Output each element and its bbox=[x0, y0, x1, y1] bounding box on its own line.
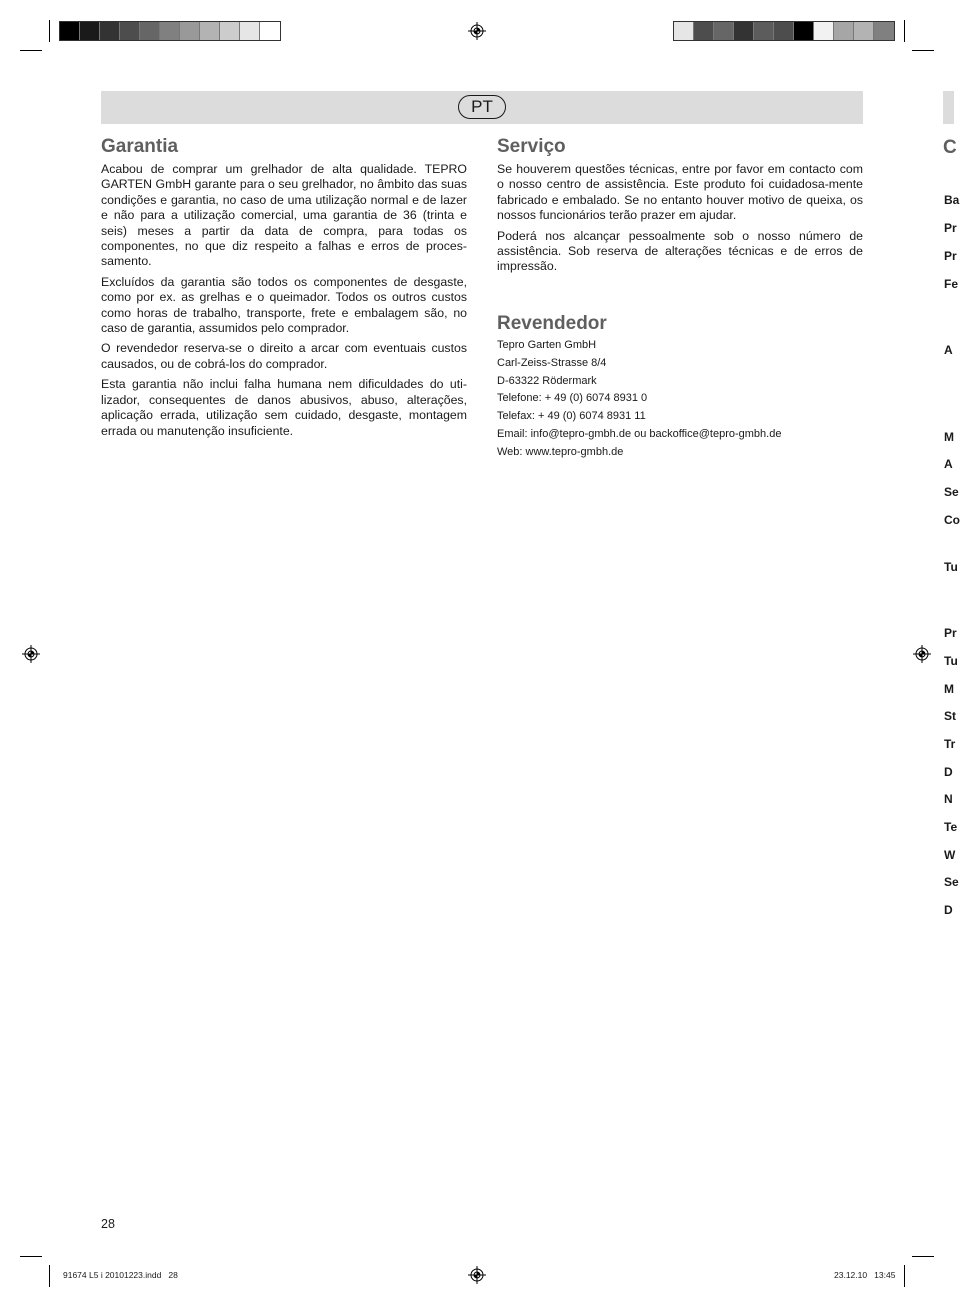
color-swatch bbox=[854, 22, 874, 40]
color-swatch bbox=[734, 22, 754, 40]
next-page-label: A bbox=[944, 457, 953, 471]
crop-mark bbox=[912, 1256, 934, 1257]
next-page-label: Pr bbox=[944, 221, 957, 235]
crop-mark bbox=[904, 1265, 905, 1287]
servico-paragraph: Se houverem questões técnicas, entre por favor em contacto com o nosso centro de assistência. Este produto foi cuidadosa-mente fabricado e embalado. Se no entanto houver motivo de queixa, os nossos funcionários terão prazer em ajudar. bbox=[497, 162, 863, 223]
next-page-band bbox=[943, 91, 954, 124]
garantia-paragraph: O revendedor reserva-se o direito a arcar com eventuais custos causados, ou de cobrá-los do comprador. bbox=[101, 341, 467, 371]
color-swatch bbox=[120, 22, 140, 40]
next-page-label: Se bbox=[944, 875, 959, 889]
color-swatch bbox=[200, 22, 220, 40]
next-page-label: D bbox=[944, 903, 953, 917]
registration-mark-icon bbox=[468, 1266, 486, 1284]
next-page-label: Tu bbox=[944, 654, 958, 668]
garantia-paragraph: Acabou de comprar um grelhador de alta qualidade. TEPRO GARTEN GmbH garante para o seu grelhador, no âmbito das suas condições e garantia, no caso de uma utilização normal e de lazer e não para a utilização comercial, uma garantia de 36 (trinta e seis) meses a partir da data de compra, para todas os componentes, no que diz respeito a falhas e erros de proces-samento. bbox=[101, 162, 467, 269]
next-page-label: Fe bbox=[944, 277, 959, 291]
next-page-label: Te bbox=[944, 820, 958, 834]
language-tab: PT bbox=[458, 95, 506, 119]
color-swatch bbox=[774, 22, 794, 40]
revendedor-heading: Revendedor bbox=[497, 313, 607, 334]
dealer-street: Carl-Zeiss-Strasse 8/4 bbox=[497, 356, 607, 369]
crop-mark bbox=[912, 50, 934, 51]
color-swatch bbox=[60, 22, 80, 40]
next-page-label: Pr bbox=[944, 626, 957, 640]
dealer-web: Web: www.tepro-gmbh.de bbox=[497, 445, 624, 458]
dealer-city: D-63322 Rödermark bbox=[497, 374, 597, 387]
next-page-label: Ba bbox=[944, 193, 960, 207]
next-page-label: Tu bbox=[944, 560, 958, 574]
revendedor-address bbox=[497, 337, 781, 462]
color-swatch bbox=[140, 22, 160, 40]
servico-body bbox=[497, 162, 863, 280]
servico-paragraph: Poderá nos alcançar pessoalmente sob o nosso número de assistência. Sob reserva de alterações técnicas e de erros de impressão. bbox=[497, 228, 863, 274]
next-page-label: St bbox=[944, 709, 956, 723]
color-swatch bbox=[834, 22, 854, 40]
next-page-label: Co bbox=[944, 513, 960, 527]
next-page-label: M bbox=[944, 430, 954, 444]
color-swatch bbox=[674, 22, 694, 40]
footer-file-info: 91674 L5 i 20101223.indd 28 bbox=[63, 1270, 178, 1280]
crop-mark bbox=[20, 1256, 42, 1257]
registration-mark-icon bbox=[913, 645, 931, 663]
registration-mark-icon bbox=[22, 645, 40, 663]
crop-mark bbox=[20, 50, 42, 51]
next-page-label: A bbox=[944, 343, 953, 357]
registration-mark-icon bbox=[468, 22, 486, 40]
next-page-label: M bbox=[944, 682, 954, 696]
footer-date-info: 23.12.10 13:45 bbox=[834, 1270, 896, 1280]
crop-mark bbox=[49, 1265, 50, 1287]
garantia-paragraph: Esta garantia não inclui falha humana nem dificuldades do uti-lizador, consequentes de danos abusivos, abuso, alterações, aplicação errada, utilização sem cuidado, desgaste, montagem errada ou manutenção insuficiente. bbox=[101, 377, 467, 438]
color-swatch bbox=[754, 22, 774, 40]
color-swatch bbox=[874, 22, 894, 40]
color-swatch bbox=[160, 22, 180, 40]
next-page-label: D bbox=[944, 765, 953, 779]
dealer-email: Email: info@tepro-gmbh.de ou backoffice@tepro-gmbh.de bbox=[497, 427, 782, 440]
color-swatch bbox=[794, 22, 814, 40]
color-swatch bbox=[240, 22, 260, 40]
garantia-body bbox=[101, 162, 467, 444]
next-page-label: Pr bbox=[944, 249, 957, 263]
color-swatch bbox=[100, 22, 120, 40]
garantia-heading: Garantia bbox=[101, 136, 179, 157]
next-page-label: Se bbox=[944, 485, 959, 499]
color-swatch bbox=[220, 22, 240, 40]
next-page-label: W bbox=[944, 848, 956, 862]
color-swatch bbox=[80, 22, 100, 40]
crop-mark bbox=[49, 20, 50, 42]
next-page-label: N bbox=[944, 792, 953, 806]
dealer-phone: Telefone: + 49 (0) 6074 8931 0 bbox=[497, 392, 648, 405]
dealer-company: Tepro Garten GmbH bbox=[497, 339, 597, 351]
servico-heading: Serviço bbox=[497, 136, 566, 157]
dealer-fax: Telefax: + 49 (0) 6074 8931 11 bbox=[497, 410, 646, 423]
color-swatch bbox=[814, 22, 834, 40]
garantia-paragraph: Excluídos da garantia são todos os componentes de desgaste, como por ex. as grelhas e o queimador. Todos os outros custos como horas de trabalho, transporte, frete e embalagem são, no caso de garantia, assumidos pelo comprador. bbox=[101, 274, 467, 336]
next-page-heading: C bbox=[943, 137, 957, 158]
color-swatch bbox=[694, 22, 714, 40]
color-swatch bbox=[714, 22, 734, 40]
next-page-label: Tr bbox=[944, 737, 956, 751]
color-calibration-bar-left bbox=[59, 21, 281, 41]
crop-mark bbox=[904, 20, 905, 42]
page-number: 28 bbox=[101, 1217, 115, 1231]
color-swatch bbox=[260, 22, 280, 40]
color-swatch bbox=[180, 22, 200, 40]
color-calibration-bar-right bbox=[673, 21, 895, 41]
